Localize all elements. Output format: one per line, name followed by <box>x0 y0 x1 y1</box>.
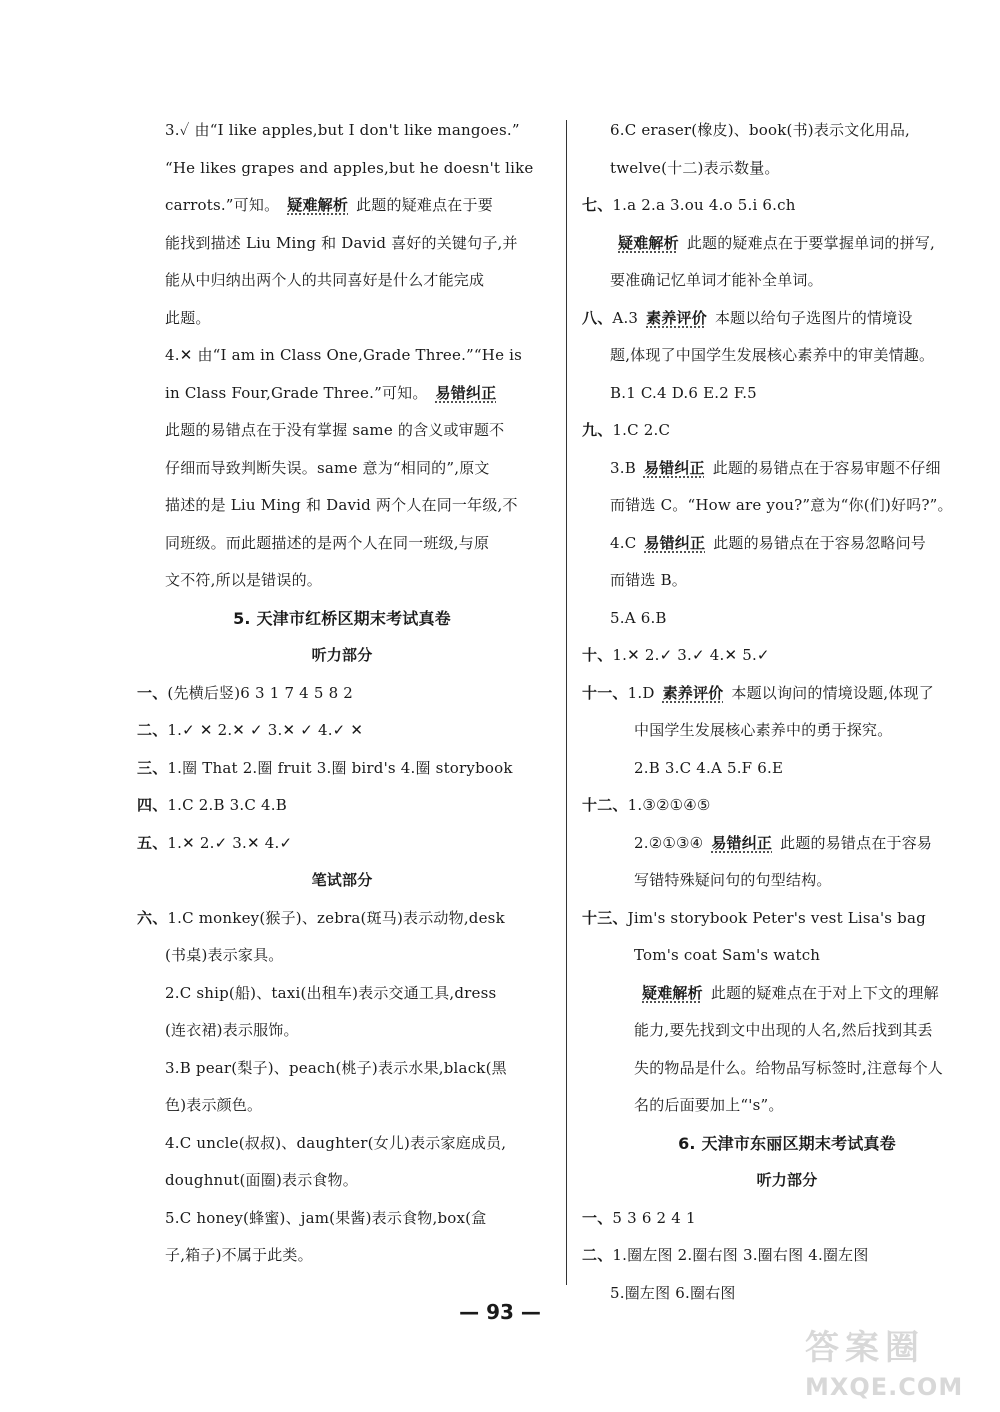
left-column <box>137 112 547 1275</box>
section-title: 6. 天津市东丽区期末考试真卷 <box>678 1133 896 1153</box>
tag-label: 易错纠正 <box>711 833 773 852</box>
answer-line: 4.✕ 由“I am in Class One,Grade Three.”“He is <box>165 346 523 364</box>
question-row: 一、(先横后竖)6 3 1 7 4 5 8 2 <box>137 683 354 702</box>
answer-line: carrots.”可知。 疑难解析 此题的疑难点在于要 <box>165 196 493 214</box>
answer-line: (书桌)表示家具。 <box>165 946 284 964</box>
answer-line: 中国学生发展核心素养中的勇于探究。 <box>634 721 893 739</box>
watermark-logo <box>805 1320 995 1408</box>
answer-line: 题,体现了中国学生发展核心素养中的审美情趣。 <box>610 346 935 364</box>
answer-line: 4.C 易错纠正 此题的易错点在于容易忽略问号 <box>610 533 927 552</box>
tag-label: 易错纠正 <box>643 458 705 477</box>
answer-line: 4.C uncle(叔叔)、daughter(女儿)表示家庭成员, <box>165 1133 507 1152</box>
answer-line: 而错选 C。“How are you?”意为“你(们)好吗?”。 <box>610 496 953 514</box>
subsection-title: 听力部分 <box>311 646 373 664</box>
answer-line: 2.B 3.C 4.A 5.F 6.E <box>634 758 784 777</box>
answer-line: 6.C eraser(橡皮)、book(书)表示文化用品, <box>610 121 911 139</box>
answer-line: 同班级。而此题描述的是两个人在同一班级,与原 <box>165 533 490 552</box>
answer-line: B.1 C.4 D.6 E.2 F.5 <box>610 383 757 402</box>
watermark-text: 答案圈 <box>805 1328 925 1368</box>
answer-line: in Class Four,Grade Three.”可知。 易错纠正 <box>165 383 497 402</box>
subsection-title: 听力部分 <box>756 1171 818 1189</box>
answer-line: 2.②①③④ 易错纠正 此题的易错点在于容易 <box>634 833 933 852</box>
tag-label: 疑难解析 <box>287 196 349 214</box>
question-row: 六、1.C monkey(猴子)、zebra(斑马)表示动物,desk <box>137 908 505 927</box>
answer-line: 3.✓ 由“I like apples,but I don't like mangoes.” <box>165 121 520 139</box>
page-number: — 93 — <box>459 1300 541 1324</box>
answer-line: 5.A 6.B <box>610 608 667 627</box>
question-row: 七、1.a 2.a 3.ou 4.o 5.i 6.ch <box>582 196 796 214</box>
answer-line: 疑难解析 此题的疑难点在于要掌握单词的拼写, <box>618 233 935 252</box>
column-divider <box>566 120 567 1285</box>
question-row: 十一、1.D 素养评价 本题以询问的情境设题,体现了 <box>582 683 934 702</box>
answer-line: 2.C ship(船)、taxi(出租车)表示交通工具,dress <box>165 983 497 1002</box>
tag-label: 疑难解析 <box>618 233 679 252</box>
answer-line: 色)表示颜色。 <box>165 1096 263 1114</box>
question-row: 五、1.✕ 2.✓ 3.✕ 4.✓ <box>137 833 293 852</box>
answer-line: twelve(十二)表示数量。 <box>610 158 780 177</box>
answer-line: 要准确记忆单词才能补全单词。 <box>610 271 823 289</box>
answer-line: 3.B pear(梨子)、peach(桃子)表示水果,black(黑 <box>165 1058 507 1077</box>
answer-line: 仔细而导致判断失误。same 意为“相同的”,原文 <box>165 458 490 477</box>
question-row: 十三、Jim's storybook Peter's vest Lisa's bag <box>582 908 926 927</box>
question-row: 十二、1.③②①④⑤ <box>582 796 711 814</box>
watermark-url: MXQE.COM <box>805 1373 964 1401</box>
answer-line: 名的后面要加上“'s”。 <box>634 1096 784 1114</box>
question-row: 十、1.✕ 2.✓ 3.✓ 4.✕ 5.✓ <box>582 646 770 664</box>
right-column <box>582 112 992 1312</box>
answer-line: 5.圈左图 6.圈右图 <box>610 1283 736 1302</box>
answer-line: 能找到描述 Liu Ming 和 David 喜好的关键句子,并 <box>165 233 518 252</box>
question-row: 一、5 3 6 2 4 1 <box>582 1208 696 1227</box>
answer-line: 描述的是 Liu Ming 和 David 两个人在同一年级,不 <box>165 496 518 514</box>
tag-label: 易错纠正 <box>435 383 497 402</box>
tag-label: 易错纠正 <box>644 533 706 552</box>
tag-label: 素养评价 <box>662 683 724 702</box>
answer-line: 此题。 <box>165 308 211 327</box>
answer-line: 写错特殊疑问句的句型结构。 <box>634 871 832 889</box>
answer-line: 能力,要先找到文中出现的人名,然后找到其丢 <box>634 1021 933 1039</box>
question-row: 二、1.✓ ✕ 2.✕ ✓ 3.✕ ✓ 4.✓ ✕ <box>137 721 364 739</box>
answer-line: 疑难解析 此题的疑难点在于对上下文的理解 <box>642 983 939 1002</box>
tag-label: 疑难解析 <box>642 983 703 1002</box>
answer-line: 能从中归纳出两个人的共同喜好是什么才能完成 <box>165 271 485 289</box>
question-row: 四、1.C 2.B 3.C 4.B <box>137 796 287 814</box>
answer-line: 5.C honey(蜂蜜)、jam(果酱)表示食物,box(盒 <box>165 1208 487 1227</box>
answer-line: 失的物品是什么。给物品写标签时,注意每个人 <box>634 1058 943 1077</box>
question-row: 二、1.圈左图 2.圈右图 3.圈右图 4.圈左图 <box>582 1246 869 1264</box>
question-row: 九、1.C 2.C <box>582 421 671 439</box>
question-row: 三、1.圈 That 2.圈 fruit 3.圈 bird's 4.圈 storybook <box>137 758 513 777</box>
answer-line: “He likes grapes and apples,but he doesn't like <box>165 158 534 177</box>
answer-line: doughnut(面圈)表示食物。 <box>165 1171 359 1189</box>
answer-line: 此题的易错点在于没有掌握 same 的含义或审题不 <box>165 421 505 439</box>
answer-line: 而错选 B。 <box>610 571 687 589</box>
answer-line: (连衣裙)表示服饰。 <box>165 1021 299 1039</box>
answer-line: Tom's coat Sam's watch <box>634 946 821 964</box>
answer-line: 子,箱子)不属于此类。 <box>165 1246 313 1264</box>
question-row: 八、A.3 素养评价 本题以给句子选图片的情境设 <box>582 308 913 327</box>
subsection-title: 笔试部分 <box>311 871 373 889</box>
answer-line: 文不符,所以是错误的。 <box>165 571 322 589</box>
section-title: 5. 天津市红桥区期末考试真卷 <box>233 608 451 628</box>
answer-line: 3.B 易错纠正 此题的易错点在于容易审题不仔细 <box>610 458 941 477</box>
tag-label: 素养评价 <box>646 308 707 327</box>
